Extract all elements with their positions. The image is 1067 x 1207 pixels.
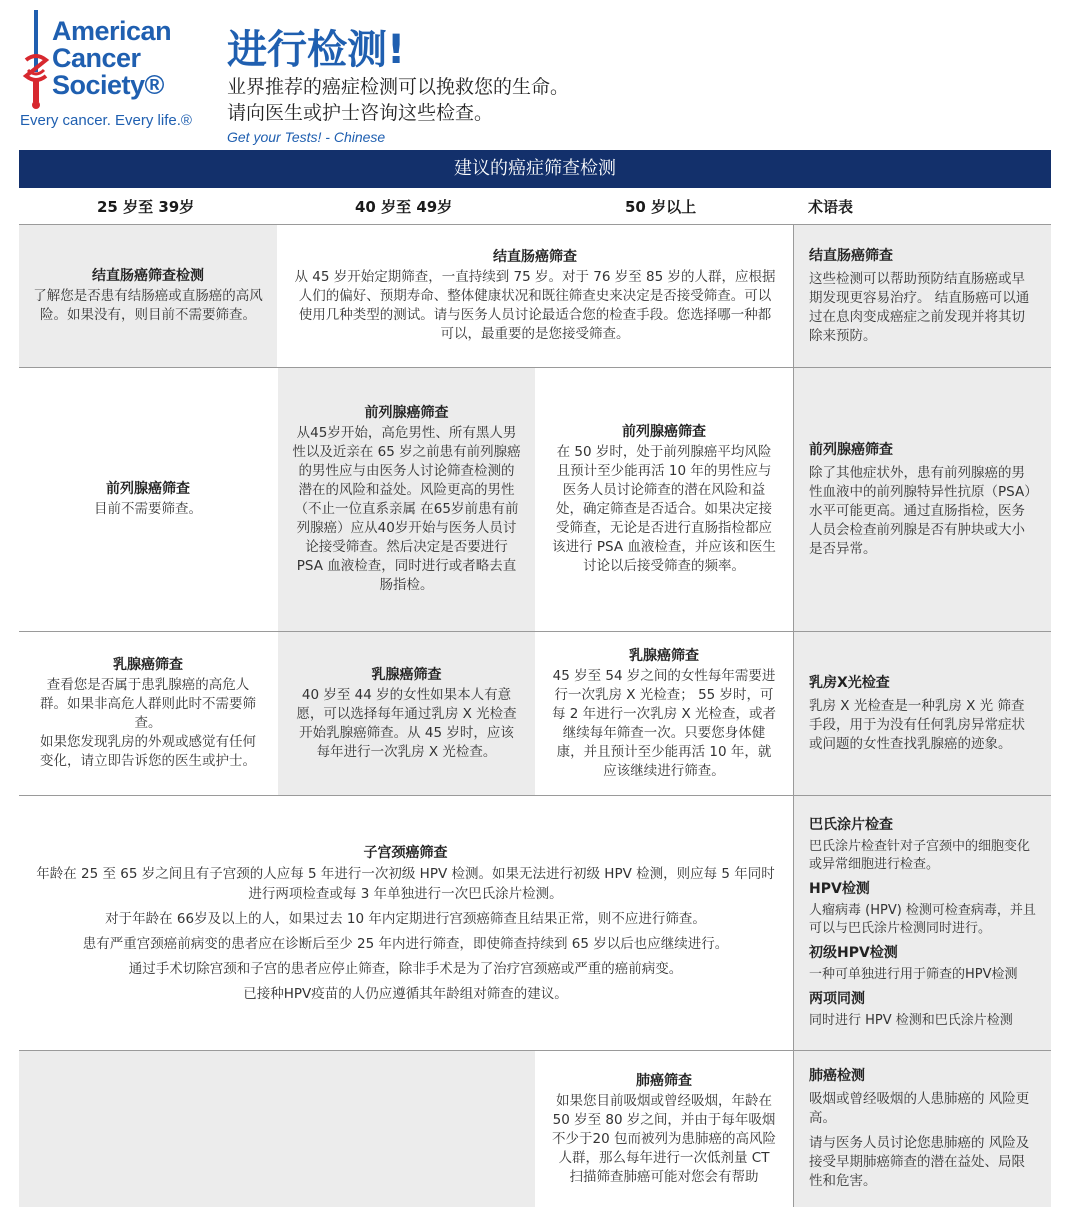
section-banner: 建议的癌症筛查检测 — [19, 150, 1051, 188]
breast-cell-25-39 — [19, 632, 277, 795]
breast-glossary — [794, 632, 1051, 795]
page-title: 进行检测! — [227, 27, 406, 73]
cell-body: 40 岁至 44 岁的女性如果本人有意愿，可以选择每年通过乳房 X 光检查开始乳腺癌筛查。从 45 岁时，应该每年进行一次乳房 X 光检查。 — [296, 686, 517, 760]
logo-tagline: Every cancer. Every life.® — [20, 112, 192, 129]
breast-cell-50-plus — [536, 632, 792, 795]
glossary-term: 初级HPV检测 — [809, 945, 898, 961]
column-header-glossary: 术语表 — [808, 198, 854, 216]
glossary-definition: 同时进行 HPV 检测和巴氏涂片检测 — [809, 1013, 1013, 1028]
glossary-term: 两项同测 — [809, 991, 865, 1007]
cell-body: 通过手术切除宫颈和子宫的患者应停止筛查，除非手术是为了治疗宫颈癌或严重的癌前病变。 — [128, 960, 683, 977]
glossary-definition: 乳房 X 光检查是一种乳房 X 光 筛查手段，用于为没有任何乳房异常症状或问题的女性查找乳腺癌的迹象。 — [809, 697, 1025, 752]
cell-heading: 结直肠癌筛查 — [493, 249, 577, 265]
cell-body: 从 45 岁开始定期筛查，一直持续到 75 岁。对于 76 岁至 85 岁的人群，应根据人们的偏好、预期寿命、整体健康状况和既往筛查史来决定是否接受筛查。可以使用几种类型的测试。请与医务人员讨论最适合您的检查手段。您选择哪一种都可以，最重要的是您接受筛查。 — [294, 269, 776, 342]
glossary-definition: 除了其他症状外，患有前列腺癌的男性血液中的前列腺特异性抗原（PSA）水平可能更高。通过直肠指检，医务人员会检查前列腺是否有肿块或大小是否异常。 — [809, 464, 1031, 557]
cell-body: 从45岁开始，高危男性、所有黑人男性以及近亲在 65 岁之前患有前列腺癌的男性应与由医务人讨论筛查检测的潜在的风险和益处。风险更高的男性（不止一位直系亲属 在65岁前患有前列腺癌）应从40岁开始与医务人员讨论接受筛查。然后决定是否要进行 PSA 血液检查，同时进行或者略去直肠指检。 — [292, 425, 521, 593]
glossary-term: 肺癌检测 — [809, 1068, 865, 1084]
glossary-term: 巴氏涂片检查 — [809, 817, 893, 833]
prostate-cell-50-plus — [536, 368, 792, 631]
cell-heading: 乳腺癌筛查 — [113, 657, 183, 673]
cell-body: 已接种HPV疫苗的人仍应遵循其年龄组对筛查的建议。 — [243, 985, 568, 1002]
glossary-term: 乳房X光检查 — [809, 674, 890, 691]
cervical-glossary — [794, 796, 1051, 1050]
cell-body: 在 50 岁时，处于前列腺癌平均风险且预计至少能再活 10 年的男性应与医务人员讨论筛查的潜在风险和益处，确定筛查是否适合。如果决定接受筛查，无论是否进行直肠指检都应该进行 PSA 血液检查，并应该和医生讨论以后接受筛查的频率。 — [552, 444, 776, 574]
glossary-definition: 这些检测可以帮助预防结直肠癌或早期发现更容易治疗。 结直肠癌可以通过在息肉变成癌症之前发现并将其切除来预防。 — [809, 270, 1030, 344]
lung-cell-empty — [19, 1051, 535, 1207]
cell-body: 患有严重宫颈癌前病变的患者应在诊断后至少 25 年内进行筛查，即使筛查持续到 65 岁以后也应继续进行。 — [82, 935, 729, 952]
glossary-definition: 一种可单独进行用于筛查的HPV检测 — [809, 967, 1018, 982]
glossary-definition: 巴氏涂片检查针对子宫颈中的细胞变化或异常细胞进行检查。 — [809, 839, 1031, 872]
cell-heading: 前列腺癌筛查 — [364, 405, 449, 421]
cell-heading: 前列腺癌筛查 — [622, 424, 706, 440]
cell-heading: 肺癌筛查 — [636, 1072, 692, 1089]
cell-heading: 乳腺癌筛查 — [371, 666, 442, 683]
glossary-definition: 吸烟或曾经吸烟的人患肺癌的 风险更高。 — [809, 1091, 1030, 1126]
cell-body: 了解您是否患有结肠癌或直肠癌的高风险。如果没有，则目前不需要筛查。 — [33, 288, 263, 323]
sword-icon — [22, 10, 50, 110]
cell-body: 查看您是否属于患乳腺癌的高危人群。如果非高危人群则此时不需要筛查。 — [40, 677, 256, 731]
cell-body: 对于年龄在 66岁及以上的人，如果过去 10 年内定期进行宫颈癌筛查且结果正常，则不应进行筛查。 — [105, 910, 706, 927]
colon-cell-25-39 — [19, 225, 277, 367]
prostate-cell-25-39 — [19, 368, 277, 631]
column-header-25-39: 25 岁至 39岁 — [97, 198, 195, 216]
glossary-definition: 人瘤病毒 (HPV) 检测可检查病毒，并且可以与巴氏涂片检测同时进行。 — [809, 903, 1036, 936]
cell-heading: 乳腺癌筛查 — [629, 647, 699, 664]
column-header-50-plus: 50 岁以上 — [625, 198, 697, 216]
cell-heading: 子宫颈癌筛查 — [363, 844, 448, 861]
cell-body: 如果您发现乳房的外观或感觉有任何变化，请立即告诉您的医生或护士。 — [40, 734, 256, 769]
cell-body: 45 岁至 54 岁之间的女性每年需要进行一次乳房 X 光检查； 55 岁时，可每 2 年进行一次乳房 X 光检查，或者继续每年筛查一次。只要您身体健康，并且预计至少能再活 10 年，就应该继续进行筛查。 — [551, 667, 776, 779]
cervical-cell — [19, 796, 792, 1050]
column-header-40-49: 40 岁至 49岁 — [355, 198, 453, 216]
breast-cell-40-49 — [278, 632, 535, 795]
glossary-term: HPV检测 — [809, 881, 870, 897]
cell-body: 目前不需要筛查。 — [94, 501, 202, 517]
lung-glossary — [794, 1051, 1051, 1207]
page-header — [0, 0, 1067, 150]
lung-cell-50-plus — [536, 1051, 792, 1207]
prostate-cell-40-49 — [278, 368, 535, 631]
glossary-term: 前列腺癌筛查 — [809, 441, 893, 458]
glossary-term: 结直肠癌筛查 — [809, 247, 893, 264]
subtitle-line-2: 请向医生或护士咨询这些检查。 — [227, 102, 494, 124]
acs-logo — [20, 8, 200, 138]
colon-cell-40-plus — [280, 225, 790, 367]
logo-wordmark: American Cancer Society® — [52, 16, 172, 100]
glossary-definition: 请与医务人员讨论您患肺癌的 风险及接受早期肺癌筛查的潜在益处、局限性和危害。 — [809, 1135, 1030, 1189]
colon-glossary — [794, 225, 1051, 367]
prostate-glossary — [794, 368, 1051, 631]
cell-heading: 结直肠癌筛查检测 — [92, 268, 204, 284]
cell-body: 如果您目前吸烟或曾经吸烟，年龄在 50 岁至 80 岁之间，并由于每年吸烟 不少于20 包而被列为患肺癌的高风险人群，那么每年进行一次低剂量 CT 扫描筛查肺癌可能对您会有帮助 — [552, 1092, 776, 1185]
english-subtitle: Get your Tests! - Chinese — [227, 129, 386, 145]
cell-body: 年龄在 25 至 65 岁之间且有子宫颈的人应每 5 年进行一次初级 HPV 检测。如果无法进行初级 HPV 检测，则应每 5 年同时进行两项检查或每 3 年单独进行一次巴氏涂片检测。 — [36, 865, 775, 902]
cell-heading: 前列腺癌筛查 — [106, 481, 190, 497]
subtitle-line-1: 业界推荐的癌症检测可以挽救您的生命。 — [227, 76, 570, 98]
